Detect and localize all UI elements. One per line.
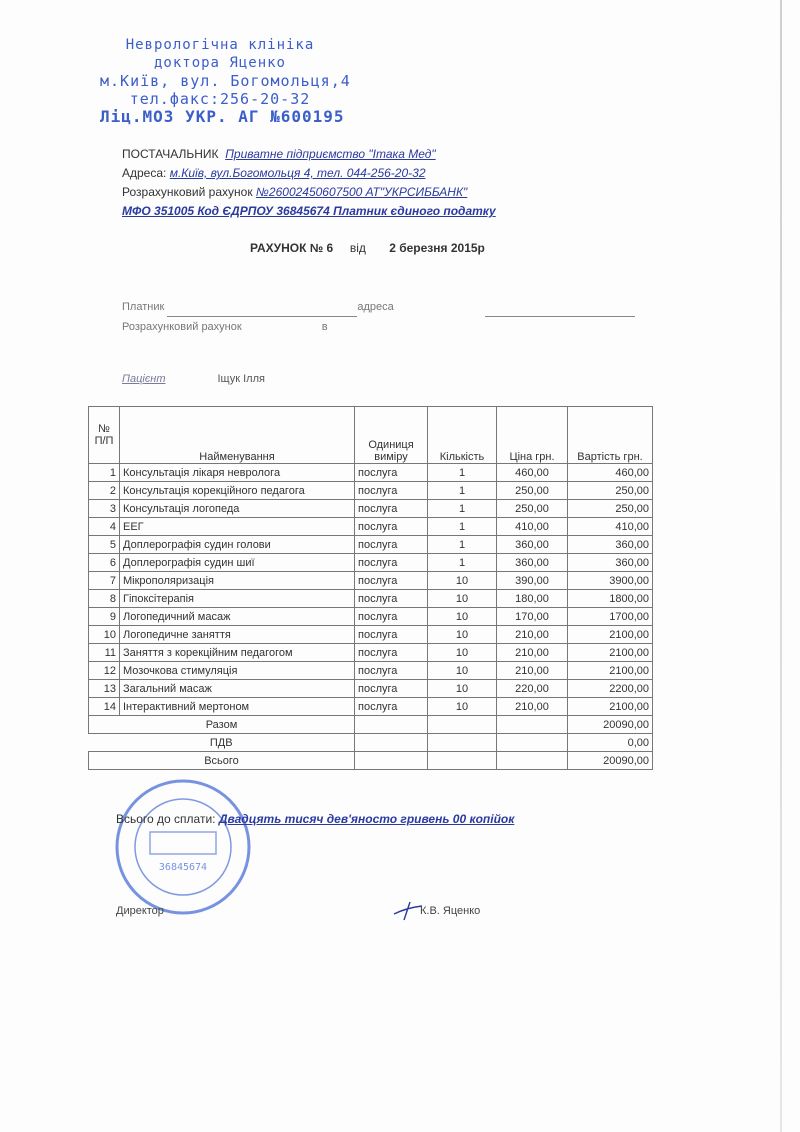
table-row	[89, 554, 653, 572]
row-total: 2100,00	[568, 644, 653, 662]
row-total: 360,00	[568, 536, 653, 554]
row-name: Загальний масаж	[120, 680, 355, 698]
header-total: Вартість грн.	[568, 407, 653, 464]
bank-details: МФО 351005 Код ЄДРПОУ 36845674 Платник єдиного податку	[122, 204, 496, 218]
table-row	[89, 518, 653, 536]
row-price: 360,00	[497, 554, 568, 572]
row-n: 1	[89, 464, 120, 482]
subtotal-empty-unit	[355, 716, 428, 734]
clinic-stamp	[100, 36, 351, 126]
table-row	[89, 698, 653, 716]
seal-code: 36845674	[158, 862, 208, 873]
stamp-line-3: м.Київ, вул. Богомольця,4	[100, 72, 351, 90]
patient-name: Іщук Ілля	[217, 373, 265, 385]
row-unit: послуга	[355, 644, 428, 662]
header-name: Найменування	[120, 407, 355, 464]
subtotal-empty-price	[497, 716, 568, 734]
supplier-block	[122, 145, 496, 221]
payer-in-label: в	[321, 321, 328, 333]
payer-address-label: адреса	[357, 301, 394, 313]
stamp-line-4: тел.факс:256-20-32	[129, 90, 311, 108]
header-n: № П/П	[89, 407, 120, 464]
row-unit: послуга	[355, 500, 428, 518]
table-row	[89, 536, 653, 554]
row-total: 2100,00	[568, 626, 653, 644]
total-empty-qty	[428, 752, 497, 770]
payer-label: Платник	[122, 301, 165, 313]
invoice-from-label: від	[349, 241, 366, 255]
row-n: 2	[89, 482, 120, 500]
row-qty: 1	[428, 518, 497, 536]
total-label: Всього	[89, 752, 355, 770]
row-unit: послуга	[355, 536, 428, 554]
row-name: Мозочкова стимуляція	[120, 662, 355, 680]
row-qty: 1	[428, 554, 497, 572]
row-price: 390,00	[497, 572, 568, 590]
row-unit: послуга	[355, 518, 428, 536]
stamp-line-1: Неврологічна клініка	[125, 37, 315, 53]
row-n: 10	[89, 626, 120, 644]
row-n: 12	[89, 662, 120, 680]
row-n: 6	[89, 554, 120, 572]
row-unit: послуга	[355, 680, 428, 698]
row-qty: 10	[428, 590, 497, 608]
page-edge	[780, 0, 782, 1132]
row-price: 460,00	[497, 464, 568, 482]
row-total: 460,00	[568, 464, 653, 482]
supplier-address: м.Київ, вул.Богомольця 4, тел. 044-256-20-32	[169, 166, 426, 180]
row-price: 250,00	[497, 482, 568, 500]
row-qty: 10	[428, 608, 497, 626]
row-qty: 10	[428, 572, 497, 590]
table-row	[89, 662, 653, 680]
row-price: 210,00	[497, 644, 568, 662]
row-n: 9	[89, 608, 120, 626]
table-row	[89, 464, 653, 482]
invoice-date: 2 березня 2015р	[389, 241, 485, 255]
table-row	[89, 626, 653, 644]
vat-label: ПДВ	[89, 734, 355, 752]
vat-empty-unit	[355, 734, 428, 752]
row-total: 3900,00	[568, 572, 653, 590]
row-name: Доплерографія судин голови	[120, 536, 355, 554]
row-name: ЕЕГ	[120, 518, 355, 536]
supplier-label: ПОСТАЧАЛЬНИК	[122, 147, 219, 161]
table-row	[89, 608, 653, 626]
patient-block	[122, 373, 265, 385]
vat-value: 0,00	[568, 734, 653, 752]
header-unit: Одиниця виміру	[355, 407, 428, 464]
row-price: 410,00	[497, 518, 568, 536]
row-name: Консультація лікаря невролога	[120, 464, 355, 482]
row-n: 14	[89, 698, 120, 716]
table-row	[89, 572, 653, 590]
table-row	[89, 644, 653, 662]
vat-row	[89, 734, 653, 752]
row-n: 3	[89, 500, 120, 518]
total-row	[89, 752, 653, 770]
row-price: 220,00	[497, 680, 568, 698]
row-qty: 1	[428, 536, 497, 554]
row-unit: послуга	[355, 608, 428, 626]
row-name: Гіпоксітерапія	[120, 590, 355, 608]
director-name: К.В. Яценко	[420, 905, 481, 917]
row-price: 180,00	[497, 590, 568, 608]
address-label: Адреса:	[122, 166, 167, 180]
row-total: 1700,00	[568, 608, 653, 626]
invoice-number: РАХУНОК № 6	[250, 241, 334, 255]
row-qty: 10	[428, 626, 497, 644]
row-qty: 10	[428, 698, 497, 716]
row-total: 410,00	[568, 518, 653, 536]
payer-block	[122, 297, 635, 337]
row-unit: послуга	[355, 590, 428, 608]
table-row	[89, 680, 653, 698]
row-price: 210,00	[497, 626, 568, 644]
payment-line	[116, 812, 514, 826]
payment-label: Всього до сплати:	[116, 812, 216, 826]
table-row	[89, 482, 653, 500]
row-name: Логопедичний масаж	[120, 608, 355, 626]
stamp-line-5: Ліц.МОЗ УКР. АГ №600195	[100, 107, 345, 126]
row-name: Консультація корекційного педагога	[120, 482, 355, 500]
supplier-account: №26002450607500 АТ"УКРСИББАНК"	[255, 185, 468, 199]
subtotal-row	[89, 716, 653, 734]
round-seal-stamp	[108, 772, 258, 922]
row-total: 1800,00	[568, 590, 653, 608]
header-price: Ціна грн.	[497, 407, 568, 464]
vat-empty-price	[497, 734, 568, 752]
row-price: 170,00	[497, 608, 568, 626]
row-price: 360,00	[497, 536, 568, 554]
row-total: 2100,00	[568, 662, 653, 680]
patient-label: Пацієнт	[122, 373, 166, 385]
row-qty: 1	[428, 500, 497, 518]
table-row	[89, 500, 653, 518]
payment-amount-words: Двадцять тисяч дев'яносто гривень 00 копійок	[218, 812, 515, 826]
row-qty: 10	[428, 662, 497, 680]
row-unit: послуга	[355, 572, 428, 590]
row-n: 13	[89, 680, 120, 698]
subtotal-label: Разом	[89, 716, 355, 734]
subtotal-value: 20090,00	[568, 716, 653, 734]
table-row	[89, 590, 653, 608]
row-n: 11	[89, 644, 120, 662]
total-empty-price	[497, 752, 568, 770]
row-unit: послуга	[355, 662, 428, 680]
row-name: Логопедичне заняття	[120, 626, 355, 644]
row-name: Доплерографія судин шиї	[120, 554, 355, 572]
invoice-table	[88, 406, 653, 770]
row-price: 210,00	[497, 698, 568, 716]
row-total: 2200,00	[568, 680, 653, 698]
row-qty: 1	[428, 482, 497, 500]
total-value: 20090,00	[568, 752, 653, 770]
row-qty: 10	[428, 680, 497, 698]
row-n: 7	[89, 572, 120, 590]
row-name: Інтерактивний мертоном	[120, 698, 355, 716]
stamp-line-2: доктора Яценко	[153, 55, 286, 71]
row-name: Заняття з корекційним педагогом	[120, 644, 355, 662]
row-unit: послуга	[355, 626, 428, 644]
row-qty: 1	[428, 464, 497, 482]
invoice-title	[250, 241, 485, 255]
row-name: Мікрополяризація	[120, 572, 355, 590]
row-qty: 10	[428, 644, 497, 662]
row-unit: послуга	[355, 554, 428, 572]
row-total: 360,00	[568, 554, 653, 572]
director-label: Директор	[116, 905, 164, 917]
row-price: 210,00	[497, 662, 568, 680]
payer-line	[167, 304, 357, 317]
row-n: 4	[89, 518, 120, 536]
row-unit: послуга	[355, 698, 428, 716]
payer-address-line	[485, 304, 635, 317]
payer-account-label: Розрахунковий рахунок	[122, 321, 242, 333]
row-unit: послуга	[355, 482, 428, 500]
row-unit: послуга	[355, 464, 428, 482]
account-label: Розрахунковий рахунок	[122, 185, 253, 199]
row-n: 5	[89, 536, 120, 554]
row-total: 250,00	[568, 482, 653, 500]
row-total: 2100,00	[568, 698, 653, 716]
header-qty: Кількість	[428, 407, 497, 464]
row-n: 8	[89, 590, 120, 608]
row-price: 250,00	[497, 500, 568, 518]
row-name: Консультація логопеда	[120, 500, 355, 518]
subtotal-empty-qty	[428, 716, 497, 734]
supplier-name: Приватне підприємство "Ітака Мед"	[225, 147, 436, 161]
table-header-row	[89, 407, 653, 464]
row-total: 250,00	[568, 500, 653, 518]
total-empty-unit	[355, 752, 428, 770]
vat-empty-qty	[428, 734, 497, 752]
